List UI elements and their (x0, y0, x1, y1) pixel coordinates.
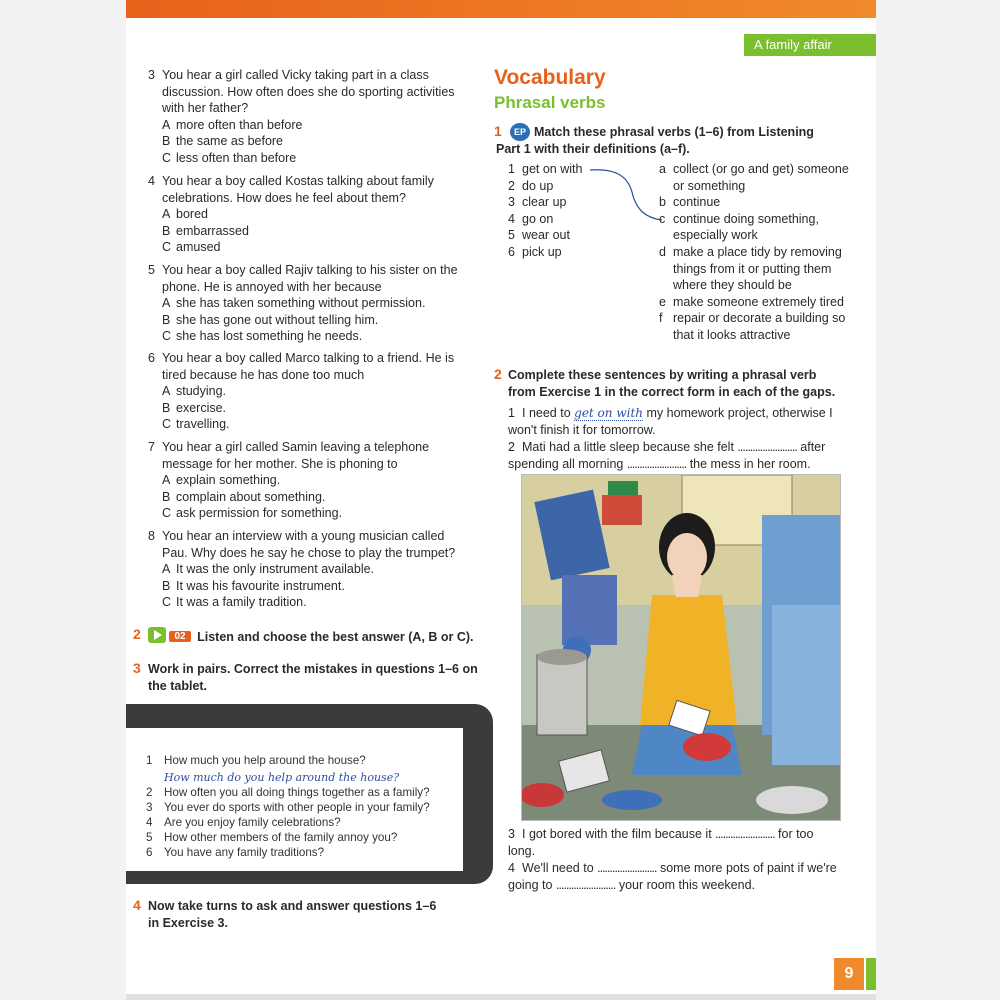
vocab-exercise-1-number: 1 (494, 123, 502, 139)
list-item: 1 get on with (508, 162, 583, 176)
track-number: 02 (169, 631, 190, 642)
question-8: 8 You hear an interview with a young musician called Pau. Why does he say he chose to play the trumpet? A It was the only instrument available. B It was his favourite instrument. C It was a family tradition. (148, 529, 456, 610)
tablet-item-3: 3 You ever do sports with other people in your family? (146, 801, 430, 814)
sentence-2: 2 Mati had a little sleep because she felt ........................ after spending all morning ........................ the mess in her room. (508, 440, 826, 471)
ep-badge: EP (510, 123, 530, 141)
exercise-2-number: 2 (133, 626, 141, 642)
sentence-2-gap-1[interactable]: ........................ (737, 440, 797, 454)
exercise-4-number: 4 (133, 897, 141, 913)
definition-list (659, 161, 849, 344)
question-7: 7 You hear a girl called Samin leaving a telephone message for her mother. She is phoning to A explain something. B complain about something. C ask permission for something. (148, 440, 430, 521)
matching-line (588, 166, 664, 226)
vocabulary-subtitle: Phrasal verbs (494, 93, 606, 112)
question-5: 5 You hear a boy called Rajiv talking to his sister on the phone. He is annoyed with her because A she has taken something without permission. B she has gone out without telling him. C she has lost something he needs. (148, 263, 458, 344)
sentence-1-answer: get on with (574, 406, 643, 420)
page-number: 9 (834, 958, 864, 990)
sentence-1: 1 I need to get on with my homework project, otherwise I won't finish it for tomorrow. (508, 406, 833, 437)
top-color-strip (126, 0, 876, 18)
sentence-3-gap[interactable]: ........................ (715, 827, 775, 841)
sentence-2-gap-2[interactable]: ........................ (626, 456, 687, 471)
exercise-3-number: 3 (133, 660, 141, 676)
list-item: a collect (or go and get) someone or something (659, 162, 849, 193)
sentence-4-gap-2[interactable]: ........................ (555, 877, 616, 892)
list-item: b continue (659, 195, 721, 210)
exercise-2-instruction: 02 Listen and choose the best answer (A, B or C). (148, 627, 474, 648)
tablet-device (126, 704, 493, 884)
audio-play-icon[interactable] (148, 627, 166, 648)
vocabulary-title: Vocabulary (494, 66, 606, 89)
sentence-4-gap-1[interactable]: ........................ (597, 861, 657, 875)
tablet-item-6: 6 You have any family traditions? (146, 846, 325, 859)
question-4: 4 You hear a boy called Kostas talking about family celebrations. How does he feel about them? A bored B embarrassed C amused (148, 174, 434, 255)
vocab-exercise-2-instruction: Complete these sentences by writing a phrasal verb from Exercise 1 in the correct form in each of the gaps. (508, 368, 836, 399)
vocab-exercise-2-number: 2 (494, 366, 502, 382)
tablet-item-4: 4 Are you enjoy family celebrations? (146, 816, 341, 829)
list-item: 3 clear up (508, 195, 567, 210)
list-item: d make a place tidy by removing things from it or putting them where they should be (659, 244, 842, 293)
list-item: 4 go on (508, 211, 554, 226)
tablet-item-5: 5 How other members of the family annoy you? (146, 831, 398, 844)
list-item: f repair or decorate a building so that it looks attractive (659, 311, 846, 342)
sentence-3: 3 I got bored with the film because it ........................ for too long. (508, 827, 814, 858)
messy-room-illustration (521, 474, 841, 821)
question-3: 3 You hear a girl called Vicky taking part in a class discussion. How often does she do sporting activities with her father? A more often than before B the same as before C less often than before (148, 68, 455, 165)
section-tag: A family affair (744, 34, 876, 56)
list-item: c continue doing something, especially work (659, 211, 819, 243)
bottom-edge (126, 994, 876, 1000)
vocab-exercise-1-instruction: Match these phrasal verbs (1–6) from Listening Part 1 with their definitions (a–f). (496, 125, 814, 156)
list-item: e make someone extremely tired (659, 294, 844, 309)
exercise-3-instruction: Work in pairs. Correct the mistakes in questions 1–6 on the tablet. (148, 662, 478, 693)
page-number-accent (866, 958, 876, 990)
tablet-example-answer: How much do you help around the house? (164, 771, 400, 784)
list-item: 5 wear out (508, 228, 570, 243)
tablet-item-1: 1 How much you help around the house? (146, 754, 366, 767)
list-item: 2 do up (508, 178, 554, 193)
tablet-screen (126, 728, 463, 871)
tablet-item-2: 2 How often you all doing things together as a family? (146, 786, 430, 799)
question-6: 6 You hear a boy called Marco talking to a friend. He is tired because he has done too much A studying. B exercise. C travelling. (148, 351, 455, 432)
sentence-4: 4 We'll need to ........................ some more pots of paint if we're going to ........................ your room this weekend. (508, 861, 837, 892)
list-item: 6 pick up (508, 244, 562, 259)
exercise-4-instruction: Now take turns to ask and answer questions 1–6 in Exercise 3. (148, 899, 437, 930)
